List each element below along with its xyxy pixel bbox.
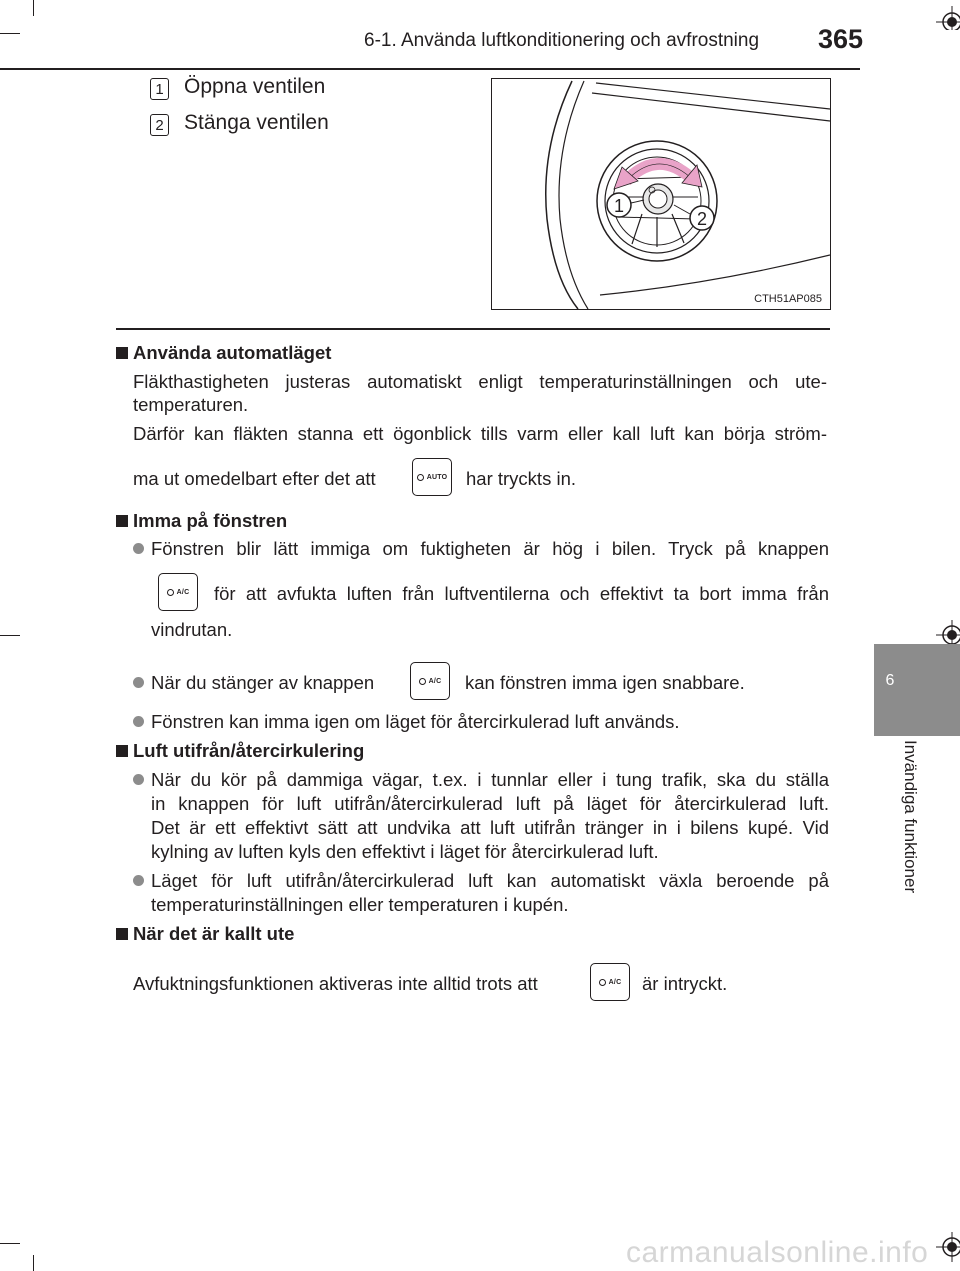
paragraph-line: kylning av luften kyls den effektivt i läget för återcirkulerad luft.: [151, 841, 659, 862]
square-bullet-icon: [116, 928, 128, 940]
paragraph-line: är intryckt.: [642, 973, 728, 994]
round-bullet-icon: [133, 543, 144, 554]
paragraph-line: in knappen för luft utifrån/återcirkulerad luft på läget för återcirkulerad luft.: [151, 793, 829, 814]
item-label: Öppna ventilen: [184, 75, 326, 98]
section-heading-auto: Använda automatläget: [116, 341, 331, 364]
section-divider: [116, 328, 830, 330]
paragraph-line: Det är ett effektivt sätt att undvika att luft utifrån tränger in i bilens kupé. Vid: [151, 817, 829, 838]
section-header: 6-1. Använda luftkonditionering och avfrostning: [364, 30, 760, 51]
callout-label: 2: [696, 209, 708, 229]
bullet-item: Fönstren blir lätt immiga om fuktigheten är hög i bilen. Tryck på knappen: [133, 537, 829, 560]
round-bullet-icon: [133, 774, 144, 785]
paragraph-line: kan fönstren imma igen snabbare.: [465, 672, 745, 693]
air-vent-drawing: [492, 79, 831, 310]
paragraph-line: ma ut omedelbart efter det att: [133, 468, 376, 489]
watermark: carmanualsonline.info: [626, 1236, 929, 1269]
section-heading-cold: När det är kallt ute: [116, 922, 294, 945]
round-bullet-icon: [133, 677, 144, 688]
bullet-item: Fönstren kan imma igen om läget för återcirkulerad luft används.: [133, 710, 680, 733]
ac-button-image: A/C: [158, 573, 198, 611]
paragraph-line: vindrutan.: [151, 619, 233, 640]
auto-button-image: AUTO: [412, 458, 452, 496]
crop-mark: [0, 1243, 20, 1244]
round-bullet-icon: [133, 716, 144, 727]
page-number: 365: [818, 24, 864, 54]
indicator-lamp-icon: [419, 678, 426, 685]
paragraph-line: temperaturinställningen eller temperaturen i kupén.: [151, 894, 569, 915]
header-rule: [0, 68, 860, 70]
ac-button-image: A/C: [590, 963, 630, 1001]
paragraph-line: Fläkthastigheten justeras automatiskt enligt temperaturinställningen och ute-: [133, 371, 827, 392]
section-heading-recirc: Luft utifrån/återcirkulering: [116, 739, 364, 762]
paragraph-line: temperaturen.: [133, 394, 249, 415]
ac-button-image: A/C: [410, 662, 450, 700]
item-number-badge: 2: [150, 114, 169, 136]
registration-mark-icon: [936, 6, 960, 30]
crop-mark: [33, 0, 34, 16]
callout-label: 1: [613, 196, 625, 216]
bullet-item: När du stänger av knappen: [133, 671, 374, 694]
indicator-lamp-icon: [599, 979, 606, 986]
paragraph-line: har tryckts in.: [466, 468, 576, 489]
square-bullet-icon: [116, 745, 128, 757]
bullet-item: Läget för luft utifrån/återcirkulerad luft kan automatiskt växla beroende på: [133, 869, 829, 892]
bullet-item: När du kör på dammiga vägar, t.ex. i tunnlar eller i tung trafik, ska du ställa: [133, 768, 829, 791]
chapter-tab: [874, 644, 960, 736]
square-bullet-icon: [116, 347, 128, 359]
square-bullet-icon: [116, 515, 128, 527]
section-heading-fog: Imma på fönstren: [116, 509, 287, 532]
chapter-number: 6: [885, 672, 895, 689]
crop-mark: [33, 1255, 34, 1271]
indicator-lamp-icon: [417, 474, 424, 481]
registration-mark-icon: [936, 1232, 960, 1262]
paragraph-line: Därför kan fläkten stanna ett ögonblick tills varm eller kall luft kan börja ström-: [133, 423, 827, 444]
vent-illustration: [491, 78, 831, 310]
item-number-badge: 1: [150, 78, 169, 100]
crop-mark: [0, 33, 20, 34]
crop-mark: [0, 635, 20, 636]
paragraph-line: för att avfukta luften från luftventilerna och effektivt ta bort imma från: [214, 583, 829, 604]
item-label: Stänga ventilen: [184, 111, 329, 134]
paragraph-line: Avfuktningsfunktionen aktiveras inte alltid trots att: [133, 973, 538, 994]
round-bullet-icon: [133, 875, 144, 886]
chapter-title: Invändiga funktioner: [901, 740, 920, 894]
figure-code: CTH51AP085: [754, 293, 822, 305]
indicator-lamp-icon: [167, 589, 174, 596]
